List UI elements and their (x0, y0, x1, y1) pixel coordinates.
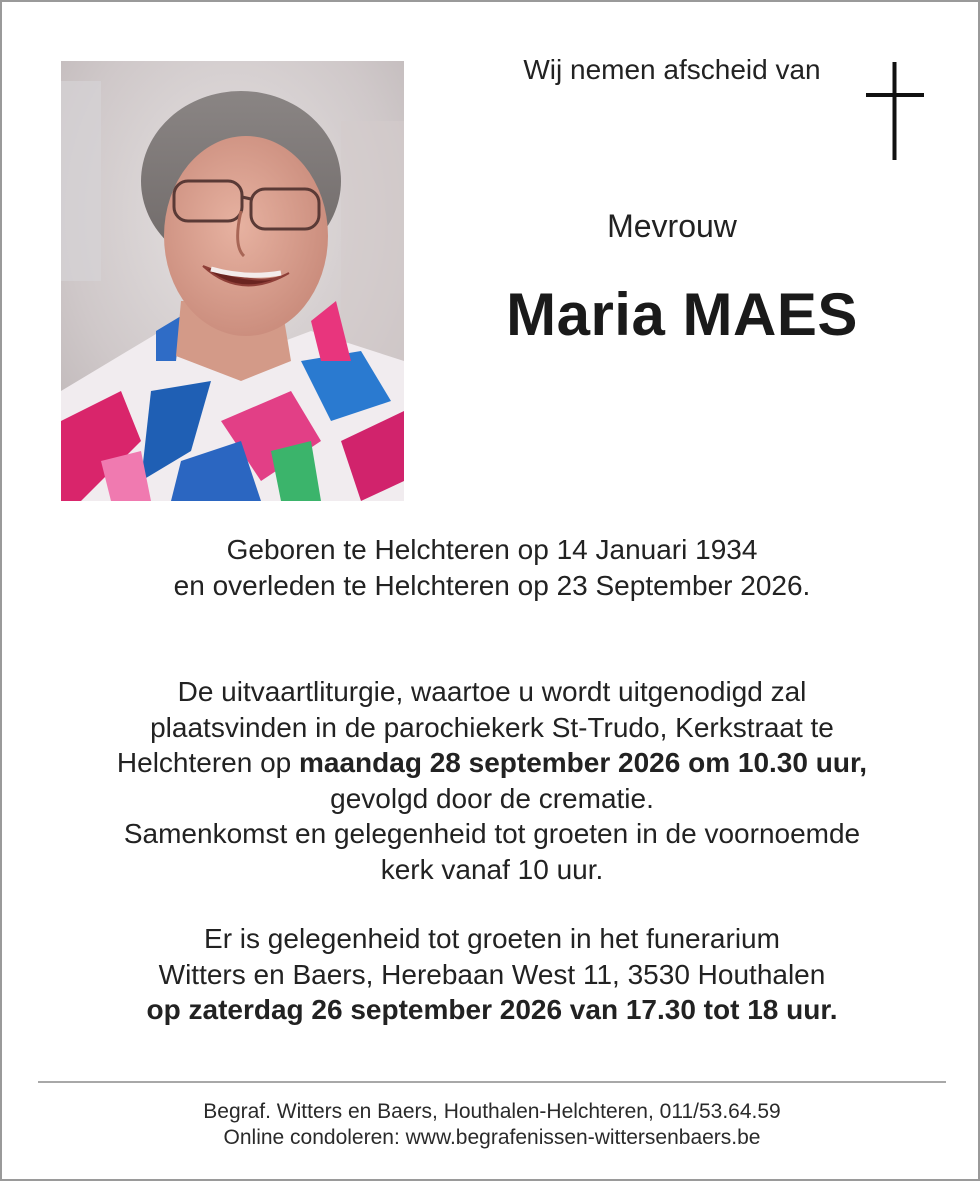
deceased-name: Maria MAES (506, 281, 858, 348)
visitation-section (42, 921, 942, 1028)
online-condolence-link[interactable]: Online condoleren: www.begrafenissen-wittersenbaers.be (223, 1126, 761, 1149)
visitation-line: Er is gelegenheid tot groeten in het funerarium (204, 923, 780, 954)
honorific: Mevrouw (607, 208, 737, 244)
liturgy-line: De uitvaartliturgie, waartoe u wordt uitgenodigd zal (177, 676, 807, 707)
liturgy-line: Samenkomst en gelegenheid tot groeten in de voornoemde (123, 818, 861, 849)
portrait-photo (61, 61, 404, 501)
liturgy-section (42, 674, 942, 887)
intro-text: Wij nemen afscheid van (523, 54, 821, 85)
portrait-illustration (61, 61, 404, 501)
liturgy-line: gevolgd door de crematie. (330, 782, 654, 814)
cross-icon (866, 62, 924, 160)
footer-divider (38, 1081, 946, 1083)
death-line: en overleden te Helchteren op 23 September 2026. (173, 569, 811, 601)
visitation-datetime: op zaterdag 26 september 2026 van 17.30 tot 18 uur. (146, 994, 838, 1025)
life-dates (42, 532, 942, 603)
footer (42, 1099, 942, 1151)
visitation-line: Witters en Baers, Herebaan West 11, 3530 Houthalen (158, 958, 826, 990)
liturgy-line-prefix: Helchteren op (116, 747, 300, 778)
liturgy-line: kerk vanaf 10 uur. (380, 853, 604, 885)
funeral-home-contact: Begraf. Witters en Baers, Houthalen-Helchteren, 011/53.64.59 (203, 1100, 781, 1123)
liturgy-datetime: maandag 28 september 2026 om 10.30 uur, (299, 747, 868, 778)
birth-line: Geboren te Helchteren op 14 Januari 1934 (226, 534, 758, 565)
liturgy-date-line (42, 745, 942, 781)
liturgy-line: plaatsvinden in de parochiekerk St-Trudo, Kerkstraat te (150, 711, 834, 743)
